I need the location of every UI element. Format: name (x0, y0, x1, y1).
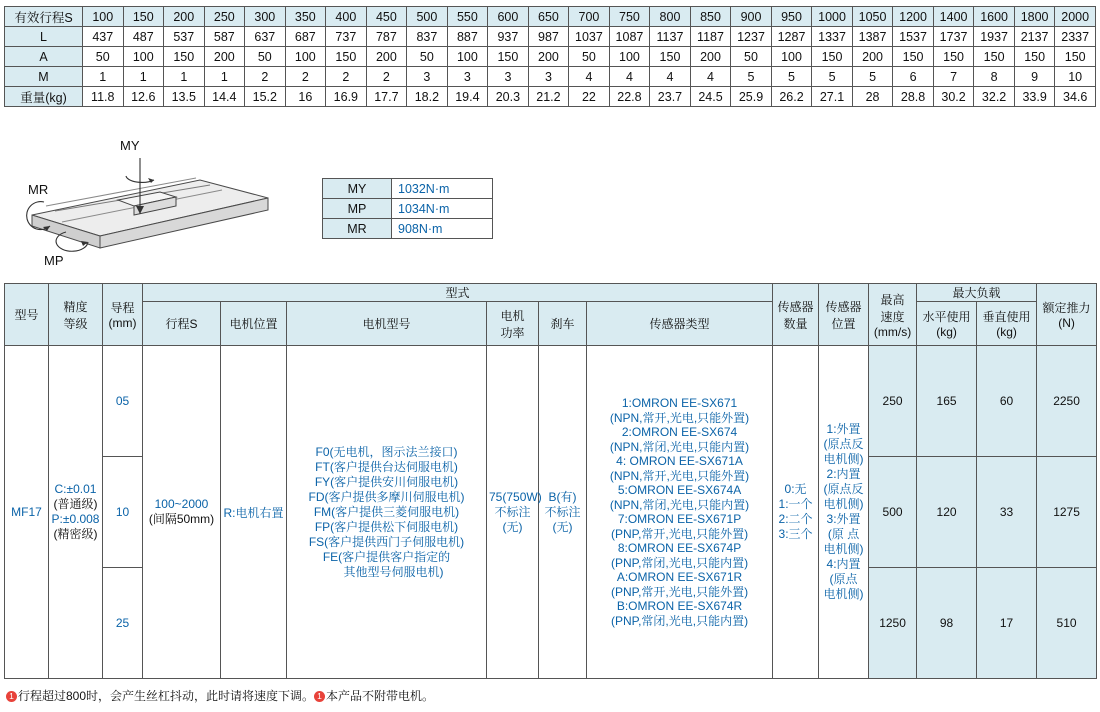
cell: 100 (123, 47, 164, 67)
cell: 787 (366, 27, 407, 47)
cell: 900 (731, 7, 772, 27)
cell: 650 (528, 7, 569, 27)
cell: 22.8 (609, 87, 650, 107)
cell: 1187 (690, 27, 731, 47)
sensor-type-5: (NPN,常开,光电,只能外置) (609, 468, 750, 483)
cell: 5 (731, 67, 772, 87)
cell: 1337 (812, 27, 853, 47)
cell: 9 (1014, 67, 1055, 87)
cell: 687 (285, 27, 326, 47)
header-load-vertical: 垂直使用 (kg) (977, 302, 1037, 346)
table-row (323, 179, 493, 199)
header-load-horizontal: 水平使用 (kg) (917, 302, 977, 346)
cell: 1237 (731, 27, 772, 47)
motor-model-0: F0(无电机，图示法兰接口) (315, 444, 458, 459)
brake-1: 不标注(无) (544, 504, 581, 534)
moment-value: 908N·m (392, 219, 493, 239)
cell: 100 (609, 47, 650, 67)
table-row (5, 87, 1096, 107)
spec-table-container (4, 283, 1096, 679)
sensor-position-10: (原点 (829, 572, 858, 586)
cell: 150 (326, 47, 367, 67)
sensor-type-6: 5:OMRON EE-SX674A (617, 483, 742, 497)
cell: 1537 (893, 27, 934, 47)
cell: 1937 (974, 27, 1015, 47)
motor-model-1: FT(客户提供台达伺服电机) (315, 459, 458, 474)
header-max-load-group: 最大负载 (917, 284, 1037, 302)
cell: 8 (974, 67, 1015, 87)
cell: 987 (528, 27, 569, 47)
cell: 3 (407, 67, 448, 87)
table-row (323, 199, 493, 219)
sensor-type-0: 1:OMRON EE-SX671 (621, 396, 738, 410)
cell: 600 (488, 7, 529, 27)
cell: 7 (933, 67, 974, 87)
header-motor-position: 电机位置 (221, 302, 287, 346)
cell-load-vertical: 33 (977, 457, 1037, 568)
cell: 100 (771, 47, 812, 67)
cell: 21.2 (528, 87, 569, 107)
cell: 100 (285, 47, 326, 67)
cell: 200 (366, 47, 407, 67)
cell: 1137 (650, 27, 691, 47)
cell: 1050 (852, 7, 893, 27)
sensor-type-11: (PNP,常闭,光电,只能内置) (610, 555, 749, 570)
stroke-table (4, 6, 1096, 107)
motor-power-1: 不标注(无) (494, 504, 531, 534)
cell: 50 (83, 47, 124, 67)
cell: 150 (1055, 47, 1096, 67)
cell-load-vertical: 60 (977, 346, 1037, 457)
header-stroke: 行程S (143, 302, 221, 346)
sensor-position-1: (原点反 (823, 437, 864, 451)
cell: 14.4 (204, 87, 245, 107)
cell: 4 (569, 67, 610, 87)
sensor-position-3: 2:内置 (826, 467, 861, 481)
label-my: MY (120, 138, 140, 153)
cell: 837 (407, 27, 448, 47)
sensor-type-9: (PNP,常开,光电,只能外置) (610, 526, 749, 541)
cell: 16.9 (326, 87, 367, 107)
table-row (5, 67, 1096, 87)
row-header: M (5, 67, 83, 87)
moment-value-table-container (322, 178, 493, 239)
row-header: 重量(kg) (5, 87, 83, 107)
cell: 950 (771, 7, 812, 27)
sensor-type-12: A:OMRON EE-SX671R (616, 570, 743, 584)
sensor-type-14: B:OMRON EE-SX674R (616, 599, 743, 613)
table-row (5, 27, 1096, 47)
stroke-table-body (5, 7, 1096, 107)
cell-lead: 25 (103, 568, 143, 679)
cell: 34.6 (1055, 87, 1096, 107)
cell: 16 (285, 87, 326, 107)
cell-stroke (143, 346, 221, 679)
header-accuracy: 精度 等级 (49, 284, 103, 346)
row-header: A (5, 47, 83, 67)
cell: 27.1 (812, 87, 853, 107)
cell: 33.9 (1014, 87, 1055, 107)
cell: 20.3 (488, 87, 529, 107)
cell: 300 (245, 7, 286, 27)
cell: 25.9 (731, 87, 772, 107)
motor-model-4: FM(客户提供三菱伺服电机) (313, 504, 460, 519)
cell: 6 (893, 67, 934, 87)
cell: 100 (447, 47, 488, 67)
cell: 2337 (1055, 27, 1096, 47)
cell: 737 (326, 27, 367, 47)
cell: 22 (569, 87, 610, 107)
cell-rated-thrust: 1275 (1037, 457, 1097, 568)
cell: 2 (285, 67, 326, 87)
cell: 2137 (1014, 27, 1055, 47)
header-brake: 刹车 (539, 302, 587, 346)
sensor-count-1: 1:一个 (778, 497, 813, 511)
row-header: L (5, 27, 83, 47)
cell-rated-thrust: 2250 (1037, 346, 1097, 457)
row-header: 有效行程S (5, 7, 83, 27)
cell: 50 (245, 47, 286, 67)
moment-value: 1034N·m (392, 199, 493, 219)
cell: 4 (650, 67, 691, 87)
cell: 1000 (812, 7, 853, 27)
cell: 19.4 (447, 87, 488, 107)
header-motor-power: 电机 功率 (487, 302, 539, 346)
sensor-type-2: 2:OMRON EE-SX674 (621, 425, 738, 439)
header-sensor-count: 传感器 数量 (773, 284, 819, 346)
cell: 1 (204, 67, 245, 87)
cell: 587 (204, 27, 245, 47)
cell-load-horizontal: 165 (917, 346, 977, 457)
footnote-2: 本产品不附带电机。 (326, 689, 435, 703)
cell: 550 (447, 7, 488, 27)
cell: 150 (812, 47, 853, 67)
accuracy-line-4: (精密级) (53, 527, 98, 541)
header-type-group: 型式 (143, 284, 773, 302)
cell: 350 (285, 7, 326, 27)
moment-diagram (0, 140, 330, 275)
stroke-line-1: 100~2000 (154, 497, 209, 511)
cell: 937 (488, 27, 529, 47)
cell: 200 (204, 47, 245, 67)
cell: 850 (690, 7, 731, 27)
cell-max-speed: 250 (869, 346, 917, 457)
cell: 12.6 (123, 87, 164, 107)
cell: 5 (812, 67, 853, 87)
cell-accuracy (49, 346, 103, 679)
cell-motor-power (487, 346, 542, 679)
cell-brake (539, 346, 587, 679)
cell: 800 (650, 7, 691, 27)
cell: 700 (569, 7, 610, 27)
cell: 28.8 (893, 87, 934, 107)
cell: 2 (366, 67, 407, 87)
header-rated-thrust: 额定推力 (N) (1037, 284, 1097, 346)
cell: 150 (488, 47, 529, 67)
cell-load-vertical: 17 (977, 568, 1037, 679)
motor-model-2: FY(客户提供安川伺服电机) (314, 474, 459, 489)
cell: 5 (771, 67, 812, 87)
cell: 50 (731, 47, 772, 67)
cell: 15.2 (245, 87, 286, 107)
cell: 4 (690, 67, 731, 87)
cell: 18.2 (407, 87, 448, 107)
header-model: 型号 (5, 284, 49, 346)
moment-value: 1032N·m (392, 179, 493, 199)
cell: 3 (528, 67, 569, 87)
cell: 400 (326, 7, 367, 27)
sensor-position-9: 4:内置 (826, 557, 861, 571)
cell: 637 (245, 27, 286, 47)
accuracy-line-1: C:±0.01 (54, 482, 97, 496)
sensor-position-5: 电机侧) (823, 497, 864, 511)
sensor-position-6: 3:外置 (826, 512, 861, 526)
sensor-position-11: 电机侧) (823, 587, 864, 601)
cell: 100 (83, 7, 124, 27)
cell: 150 (650, 47, 691, 67)
cell: 10 (1055, 67, 1096, 87)
cell: 150 (123, 7, 164, 27)
moment-key: MY (323, 179, 392, 199)
sensor-type-13: (PNP,常开,光电,只能外置) (610, 584, 749, 599)
cell: 487 (123, 27, 164, 47)
note-marker-icon: 1 (314, 691, 325, 702)
cell-model: MF17 (5, 346, 49, 679)
cell: 200 (690, 47, 731, 67)
cell: 150 (893, 47, 934, 67)
cell: 1387 (852, 27, 893, 47)
moment-value-table (322, 178, 493, 239)
cell: 200 (164, 7, 205, 27)
header-motor-model: 电机型号 (287, 302, 487, 346)
cell: 1037 (569, 27, 610, 47)
cell: 26.2 (771, 87, 812, 107)
footnote-1: 行程超过800时，会产生丝杠抖动，此时请将速度下调。 (18, 689, 315, 703)
cell: 1400 (933, 7, 974, 27)
cell: 28 (852, 87, 893, 107)
cell: 500 (407, 7, 448, 27)
cell: 11.8 (83, 87, 124, 107)
cell-load-horizontal: 120 (917, 457, 977, 568)
cell: 2 (245, 67, 286, 87)
motor-model-3: FD(客户提供多摩川伺服电机) (308, 489, 465, 504)
stroke-table-container (4, 6, 1096, 107)
cell: 200 (852, 47, 893, 67)
cell: 1 (123, 67, 164, 87)
cell: 3 (488, 67, 529, 87)
cell-max-speed: 500 (869, 457, 917, 568)
cell-sensor-type (587, 346, 773, 679)
cell: 150 (1014, 47, 1055, 67)
table-row (5, 346, 1097, 457)
header-max-speed: 最高 速度 (mm/s) (869, 284, 917, 346)
cell: 450 (366, 7, 407, 27)
label-mp: MP (44, 253, 64, 268)
cell: 4 (609, 67, 650, 87)
cell: 50 (569, 47, 610, 67)
cell: 150 (974, 47, 1015, 67)
cell: 1287 (771, 27, 812, 47)
sensor-count-3: 3:三个 (778, 527, 813, 541)
moment-key: MP (323, 199, 392, 219)
cell: 437 (83, 27, 124, 47)
motor-model-6: FS(客户提供西门子伺服电机) (308, 534, 465, 549)
sensor-count-0: 0:无 (784, 482, 807, 496)
motor-model-7: FE(客户提供客户指定的 (322, 549, 451, 564)
cell: 17.7 (366, 87, 407, 107)
sensor-type-4: 4: OMRON EE-SX671A (616, 454, 743, 468)
sensor-position-7: (原 点 (827, 527, 860, 541)
cell: 1087 (609, 27, 650, 47)
sensor-type-10: 8:OMRON EE-SX674P (617, 541, 742, 555)
cell-sensor-position (819, 346, 869, 679)
motor-model-5: FP(客户提供松下伺服电机) (314, 519, 459, 534)
cell: 750 (609, 7, 650, 27)
table-header-row (5, 302, 1097, 346)
cell: 150 (164, 47, 205, 67)
table-row (5, 47, 1096, 67)
cell: 150 (933, 47, 974, 67)
brake-0: B(有) (548, 489, 577, 504)
sensor-type-7: (NPN,常闭,光电,只能内置) (609, 497, 750, 512)
cell: 250 (204, 7, 245, 27)
cell: 1737 (933, 27, 974, 47)
header-sensor-type: 传感器类型 (587, 302, 773, 346)
header-lead: 导程 (mm) (103, 284, 143, 346)
cell-max-speed: 1250 (869, 568, 917, 679)
table-header-row (5, 284, 1097, 302)
cell: 32.2 (974, 87, 1015, 107)
sensor-type-1: (NPN,常开,光电,只能外置) (609, 410, 750, 425)
cell: 1200 (893, 7, 934, 27)
sensor-type-3: (NPN,常闭,光电,只能内置) (609, 439, 750, 454)
cell: 887 (447, 27, 488, 47)
cell: 1800 (1014, 7, 1055, 27)
motor-model-8: 其他型号伺服电机) (343, 564, 444, 579)
stroke-line-2: (间隔50mm) (148, 512, 215, 526)
cell: 200 (528, 47, 569, 67)
header-sensor-position: 传感器 位置 (819, 284, 869, 346)
sensor-position-0: 1:外置 (826, 422, 861, 436)
cell-rated-thrust: 510 (1037, 568, 1097, 679)
sensor-position-2: 电机侧) (823, 452, 864, 466)
cell: 2 (326, 67, 367, 87)
cell-load-horizontal: 98 (917, 568, 977, 679)
accuracy-line-3: P:±0.008 (51, 512, 100, 526)
cell: 5 (852, 67, 893, 87)
cell: 2000 (1055, 7, 1096, 27)
cell: 537 (164, 27, 205, 47)
cell: 13.5 (164, 87, 205, 107)
motor-power-0: 75(750W) (489, 489, 542, 504)
sensor-count-2: 2:二个 (778, 512, 813, 526)
cell-motor-model (287, 346, 487, 679)
moment-key: MR (323, 219, 392, 239)
label-mr: MR (28, 182, 49, 197)
table-row (323, 219, 493, 239)
footnotes (6, 687, 434, 704)
sensor-position-4: (原点反 (823, 482, 864, 496)
cell: 30.2 (933, 87, 974, 107)
accuracy-line-2: (普通级) (53, 497, 98, 511)
cell-lead: 05 (103, 346, 143, 457)
cell: 23.7 (650, 87, 691, 107)
spec-table (4, 283, 1097, 679)
cell-motor-position: R:电机右置 (221, 346, 287, 679)
cell-lead: 10 (103, 457, 143, 568)
sensor-type-15: (PNP,常闭,光电,只能内置) (610, 613, 749, 628)
sensor-position-8: 电机侧) (823, 542, 864, 556)
cell: 50 (407, 47, 448, 67)
table-row (5, 7, 1096, 27)
cell: 1 (83, 67, 124, 87)
sensor-type-8: 7:OMRON EE-SX671P (617, 512, 742, 526)
cell: 3 (447, 67, 488, 87)
cell: 1 (164, 67, 205, 87)
cell: 24.5 (690, 87, 731, 107)
note-marker-icon: 1 (6, 691, 17, 702)
cell-sensor-count (773, 346, 819, 679)
cell: 1600 (974, 7, 1015, 27)
